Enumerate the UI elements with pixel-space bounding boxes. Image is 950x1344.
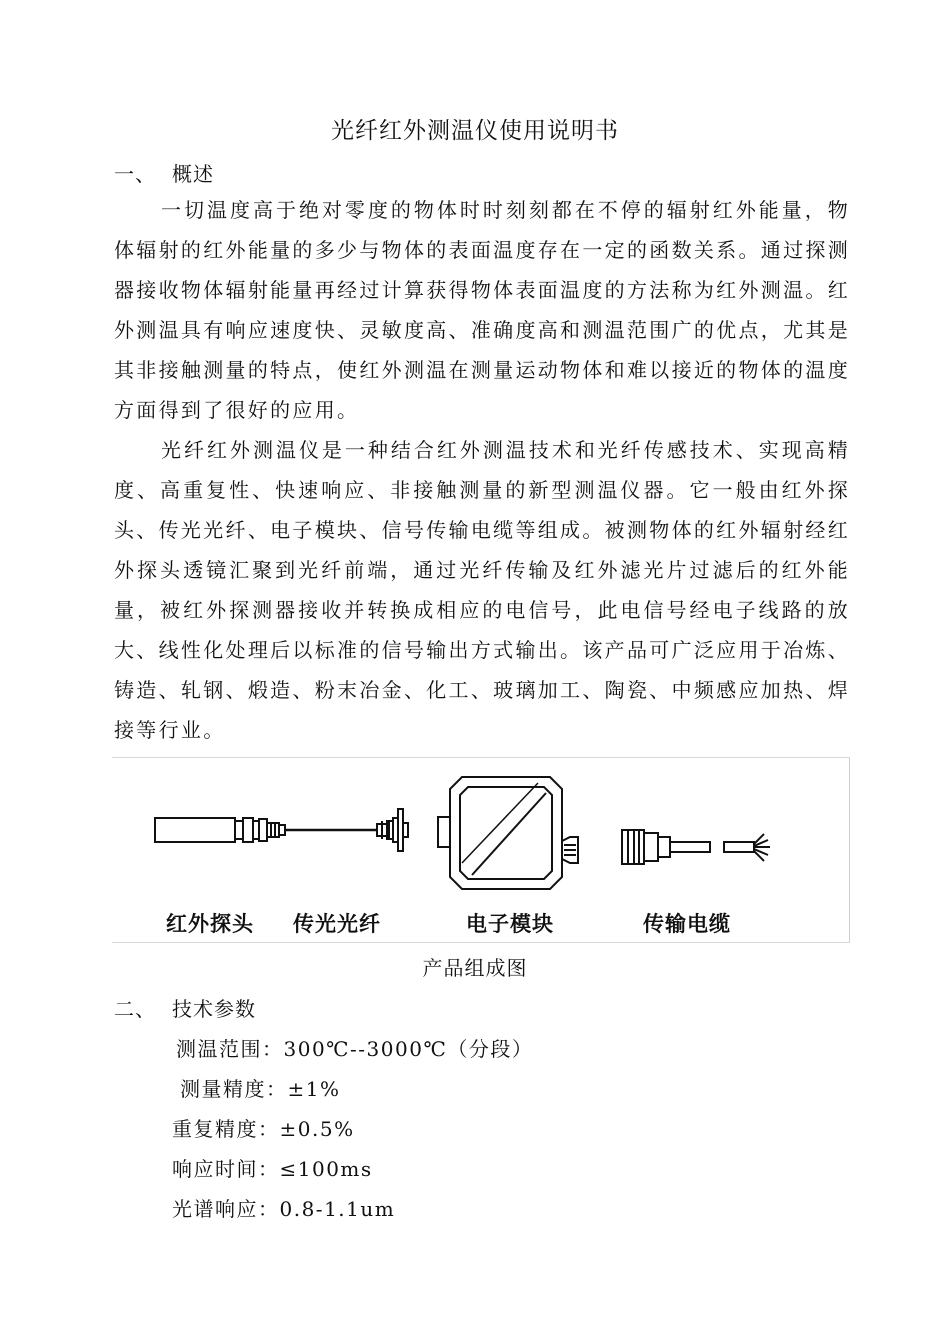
- figure-label-infrared-probe: 红外探头: [166, 912, 254, 936]
- figure-label-transmission-cable: 传输电缆: [643, 912, 731, 936]
- section-number: 一、: [114, 162, 156, 186]
- infrared-probe-icon: [155, 818, 285, 842]
- section-heading-specs: [114, 993, 256, 1022]
- figure-caption: 产品组成图: [422, 956, 528, 980]
- paragraph-intro: 一切温度高于绝对零度的物体时时刻刻都在不停的辐射红外能量，物体辐射的红外能量的多少与物体的表面温度存在一定的函数关系。通过探测器接收物体辐射能量再经过计算获得物体表面温度的方法称为红外测温。红外测温具有响应速度快、灵敏度高、准确度高和测温范围广的优点，尤其是其非接触测量的特点，使红外测温在测量运动物体和难以接近的物体的温度方面得到了很好的应用。: [114, 198, 850, 422]
- figure-label-electronic-module: 电子模块: [466, 912, 554, 936]
- electronic-module-icon: [438, 777, 578, 889]
- section-heading-overview: [114, 158, 214, 187]
- paragraph-product: 光纤红外测温仪是一种结合红外测温技术和光纤传感技术、实现高精度、高重复性、快速响应、非接触测量的新型测温仪器。它一般由红外探头、传光光纤、电子模块、信号传输电缆等组成。被测物体的红外辐射经红外探头透镜汇聚到光纤前端，通过光纤传输及红外滤光片过滤后的红外能量，被红外探测器接收并转换成相应的电信号，此电信号经电子线路的放大、线性化处理后以标准的信号输出方式输出。该产品可广泛应用于冶炼、铸造、轧钢、煅造、粉末冶金、化工、玻璃加工、陶瓷、中频感应加热、焊接等行业。: [114, 438, 850, 742]
- spec-response-time: 响应时间：≤100ms: [172, 1157, 373, 1181]
- spec-spectral-response: 光谱响应：0.8-1.1um: [172, 1197, 396, 1221]
- page-title: 光纤红外测温仪使用说明书: [331, 118, 619, 144]
- section-number: 二、: [114, 997, 156, 1021]
- optical-fiber-icon: [285, 809, 408, 851]
- transmission-cable-icon: [622, 830, 770, 864]
- section-title: 概述: [172, 162, 214, 186]
- section-title: 技术参数: [172, 997, 256, 1021]
- spec-temperature-range: 测温范围：300℃--3000℃（分段）: [176, 1037, 534, 1061]
- product-components-illustration: [112, 757, 850, 907]
- figure-label-optical-fiber: 传光光纤: [293, 912, 381, 936]
- spec-measurement-accuracy: 测量精度：±1%: [180, 1077, 341, 1101]
- spec-repeatability: 重复精度：±0.5%: [172, 1117, 355, 1141]
